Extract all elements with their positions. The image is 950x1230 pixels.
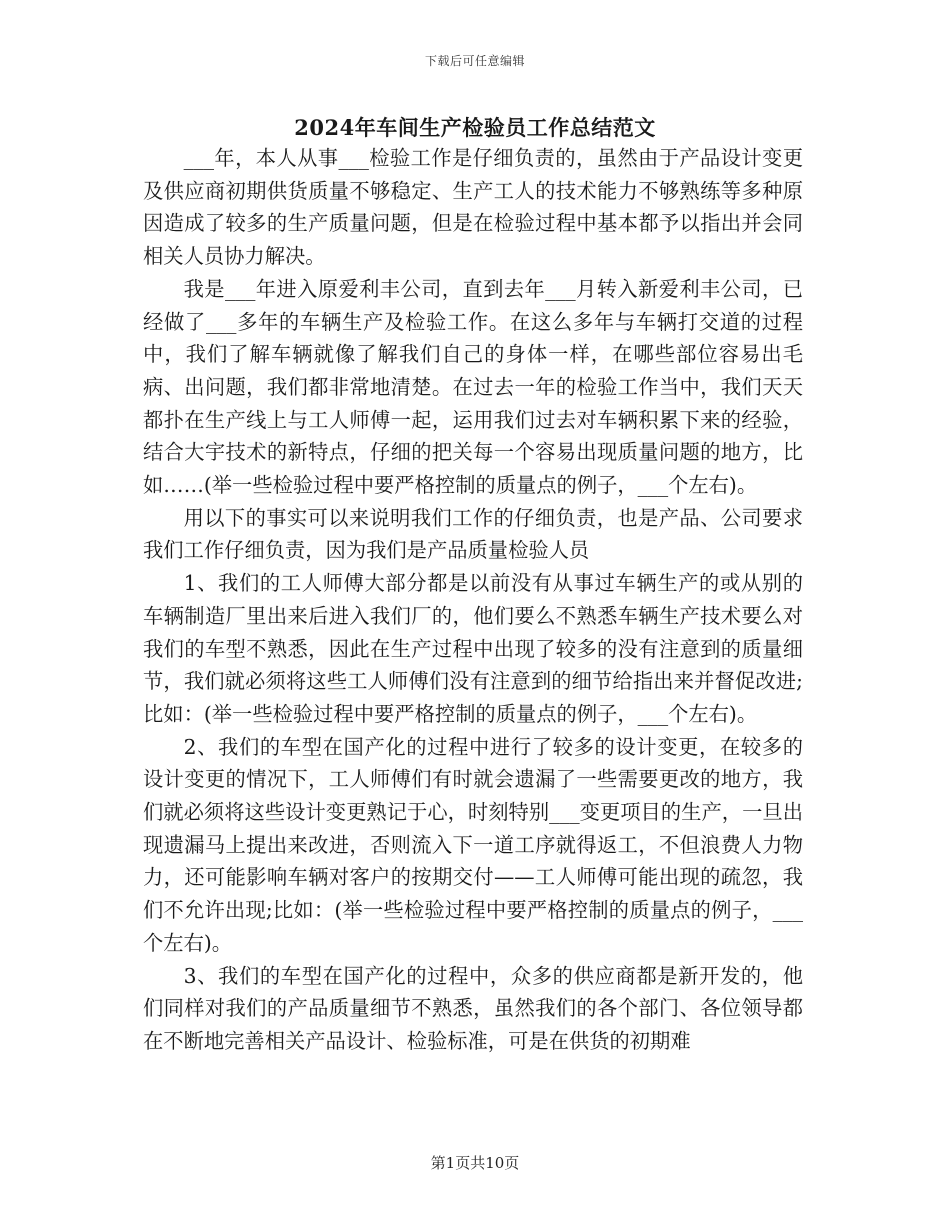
paragraph: 用以下的事实可以来说明我们工作的仔细负责，也是产品、公司要求我们工作仔细负责，因为我们是产品质量检验人员 — [143, 505, 803, 563]
paragraph: 2、我们的车型在国产化的过程中进行了较多的设计变更，在较多的设计变更的情况下，工人师傅们有时就会遗漏了一些需要更改的地方，我们就必须将这些设计变更熟记于心，时刻特别___变更项目的生产，一旦出现遗漏马上提出来改进，否则流入下一道工序就得返工，不但浪费人力物力，还可能影响车辆对客户的按期交付——工人师傅可能出现的疏忽，我们不允许出现;比如：(举一些检验过程中要严格控制的质量点的例子，___个左右)。 — [143, 734, 803, 955]
paragraph: 我是___年进入原爱利丰公司，直到去年___月转入新爱利丰公司，已经做了___多年的车辆生产及检验工作。在这么多年与车辆打交道的过程中，我们了解车辆就像了解我们自己的身体一样，在哪些部位容易出毛病、出问题，我们都非常地清楚。在过去一年的检验工作当中，我们天天都扑在生产线上与工人师傅一起，运用我们过去对车辆积累下来的经验，结合大宇技术的新特点，仔细的把关每一个容易出现质量问题的地方，比如……(举一些检验过程中要严格控制的质量点的例子，___个左右)。 — [143, 276, 803, 498]
paragraph: ___年，本人从事___检验工作是仔细负责的，虽然由于产品设计变更及供应商初期供货质量不够稳定、生产工人的技术能力不够熟练等多种原因造成了较多的生产质量问题，但是在检验过程中基本都予以指出并会同相关人员协力解决。 — [143, 146, 803, 269]
paragraph: 1、我们的工人师傅大部分都是以前没有从事过车辆生产的或从别的车辆制造厂里出来后进入我们厂的，他们要么不熟悉车辆生产技术要么对我们的车型不熟悉，因此在生产过程中出现了较多的没有注意到的质量细节，我们就必须将这些工人师傅们没有注意到的细节给指出来并督促改进;比如：(举一些检验过程中要严格控制的质量点的例子，___个左右)。 — [143, 571, 803, 726]
header-note: 下载后可任意编辑 — [424, 54, 525, 68]
paragraph: 3、我们的车型在国产化的过程中，众多的供应商都是新开发的，他们同样对我们的产品质量细节不熟悉，虽然我们的各个部门、各位领导都在不断地完善相关产品设计、检验标准，可是在供货的初期难 — [143, 963, 803, 1053]
document-body — [143, 142, 803, 1058]
page-number: 第1页共10页 — [430, 1154, 520, 1172]
document-title: 2024年车间生产检验员工作总结范文 — [294, 115, 656, 140]
